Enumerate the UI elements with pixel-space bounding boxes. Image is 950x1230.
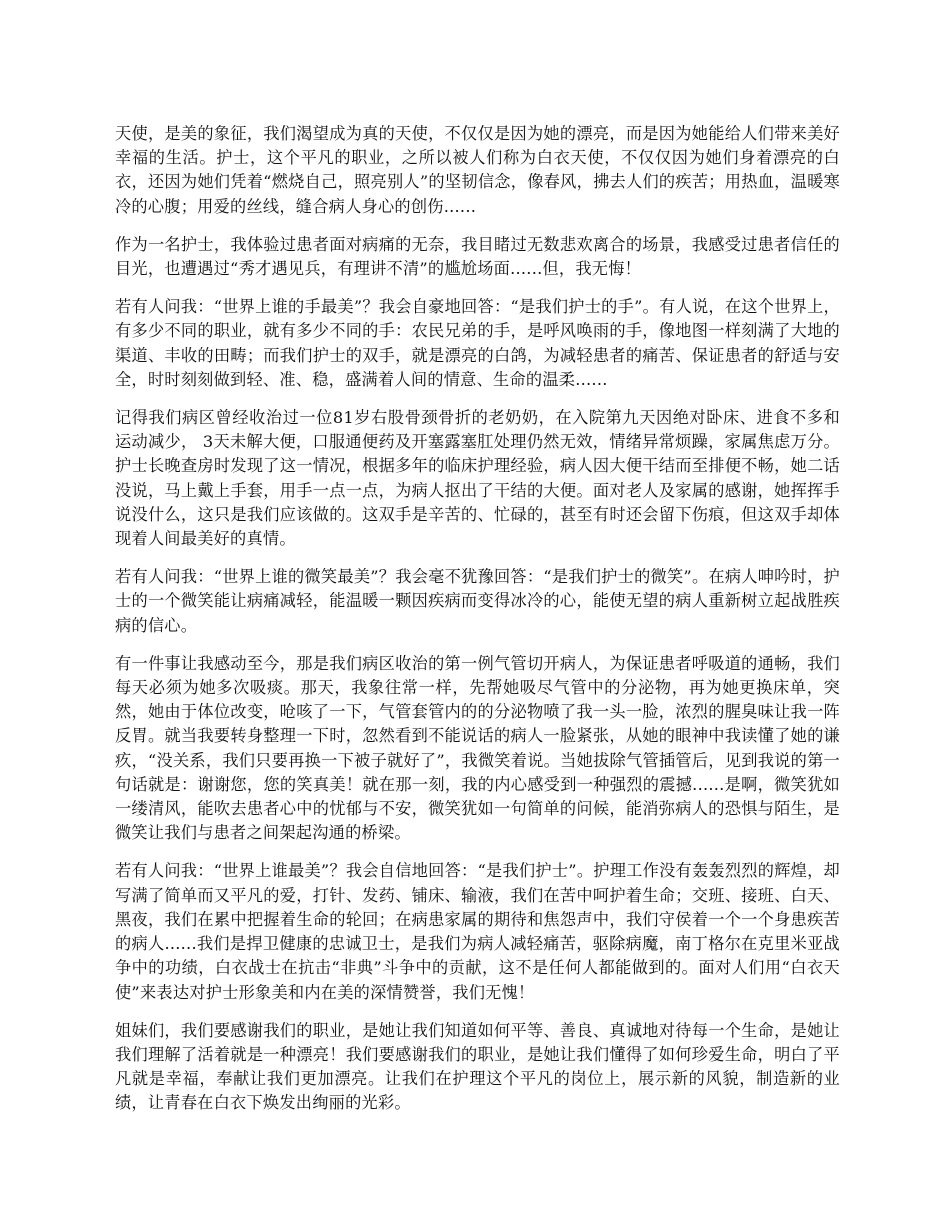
- paragraph-4: 记得我们病区曾经收治过一位81岁右股骨颈骨折的老奶奶，在入院第九天因绝对卧床、进食不多和运动减少， 3天未解大便，口服通便药及开塞露塞肛处理仍然无效，情绪异常烦躁，家属焦虑万分。护士长晚查房时发现了这一情况，根据多年的临床护理经验，病人因大便干结而至排便不畅，她二话没说，马上戴上手套，用手一点一点，为病人抠出了干结的大便。面对老人及家属的感谢，她挥挥手说没什么，这只是我们应该做的。这双手是辛苦的、忙碌的，甚至有时还会留下伤痕，但这双手却体现着人间最美好的真情。: [115, 408, 840, 549]
- paragraph-7: 若有人问我：“世界上谁最美”？我会自信地回答：“是我们护士”。护理工作没有轰轰烈烈的辉煌，却写满了简单而又平凡的爱，打针、发药、铺床、输液，我们在苦中呵护着生命；交班、接班、白天、黑夜，我们在累中把握着生命的轮回；在病患家属的期待和焦怨声中，我们守侯着一个一个身患疾苦的病人......我们是捍卫健康的忠诚卫士，是我们为病人减轻痛苦，驱除病魔，南丁格尔在克里米亚战争中的功绩，白衣战士在抗击“非典”斗争中的贡献，这不是任何人都能做到的。面对人们用“白衣天使”来表达对护士形象美和内在美的深情赞誉，我们无愧！: [115, 861, 840, 1002]
- paragraph-8: 姐妹们，我们要感谢我们的职业，是她让我们知道如何平等、善良、真诚地对待每一个生命，是她让我们理解了活着就是一种漂亮！我们要感谢我们的职业，是她让我们懂得了如何珍爱生命，明白了平凡就是幸福，奉献让我们更加漂亮。让我们在护理这个平凡的岗位上，展示新的风貌，制造新的业绩，让青春在白衣下焕发出绚丽的光彩。: [115, 1020, 840, 1113]
- paragraph-2: 作为一名护士，我体验过患者面对病痛的无奈，我目睹过无数悲欢离合的场景，我感受过患者信任的目光，也遭遇过“秀才遇见兵，有理讲不清”的尴尬场面......但，我无悔！: [115, 234, 840, 279]
- document-page: [115, 122, 840, 1130]
- paragraph-6: 有一件事让我感动至今，那是我们病区收治的第一例气管切开病人，为保证患者呼吸道的通畅，我们每天必须为她多次吸痰。那天，我象往常一样，先帮她吸尽气管中的分泌物，再为她更换床单，突然，她由于体位改变，呛咳了一下，气管套管内的的分泌物喷了我一头一脸，浓烈的腥臭味让我一阵反胃。就当我要转身整理一下时，忽然看到不能说话的病人一脸紧张，从她的眼神中我读懂了她的谦疚，“没关系，我们只要再换一下被子就好了”，我微笑着说。当她拔除气管插管后，见到我说的第一句话就是：谢谢您，您的笑真美！就在那一刻，我的内心感受到一种强烈的震撼......是啊，微笑犹如一缕清风，能吹去患者心中的忧郁与不安，微笑犹如一句简单的问候，能消弥病人的恐惧与陌生，是微笑让我们与患者之间架起沟通的桥梁。: [115, 653, 840, 843]
- paragraph-3: 若有人问我：“世界上谁的手最美”？我会自豪地回答：“是我们护士的手”。有人说，在这个世界上，有多少不同的职业，就有多少不同的手：农民兄弟的手，是呼风唤雨的手，像地图一样刻满了大地的渠道、丰收的田畴；而我们护士的双手，就是漂亮的白鸽，为减轻患者的痛苦、保证患者的舒适与安全，时时刻刻做到轻、准、稳，盛满着人间的情意、生命的温柔......: [115, 297, 840, 389]
- paragraph-1: 天使，是美的象征，我们渴望成为真的天使，不仅仅是因为她的漂亮，而是因为她能给人们带来美好幸福的生活。护士，这个平凡的职业，之所以被人们称为白衣天使，不仅仅因为她们身着漂亮的白衣，还因为她们凭着“燃烧自己，照亮别人”的坚韧信念，像春风，拂去人们的疾苦；用热血，温暖寒冷的心腹；用爱的丝线，缝合病人身心的创伤......: [115, 124, 840, 216]
- paragraph-5: 若有人问我：“世界上谁的微笑最美”？我会毫不犹豫回答：“是我们护士的微笑”。在病人呻吟时，护士的一个微笑能让病痛减轻，能温暖一颗因疾病而变得冰冷的心，能使无望的病人重新树立起战胜疾病的信心。: [115, 567, 840, 635]
